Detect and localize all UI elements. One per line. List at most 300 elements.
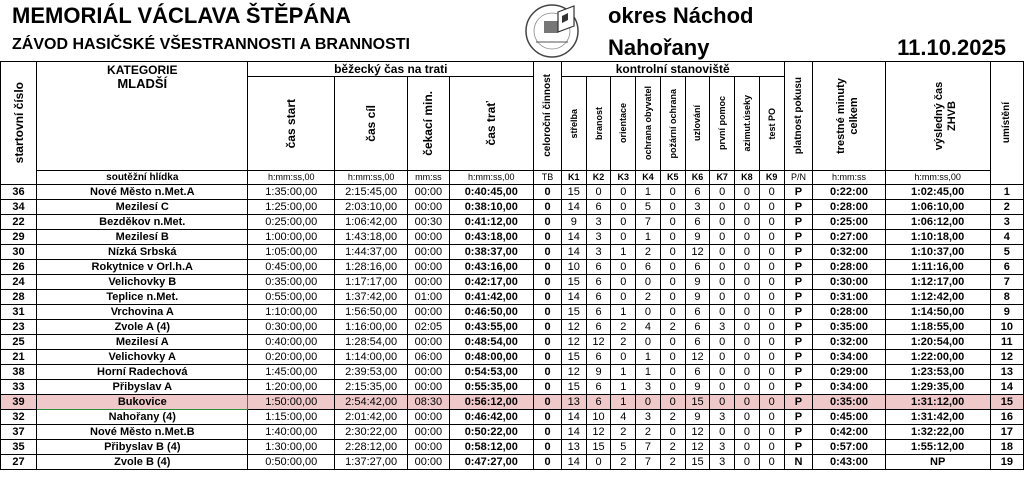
station-k3-cell: 1 xyxy=(611,395,636,410)
station-k7-cell: 0 xyxy=(710,335,735,350)
station-k7-cell: 3 xyxy=(710,410,735,425)
station-k3-cell: 2 xyxy=(611,455,636,470)
header-start: čas start xyxy=(248,77,335,171)
station-k5-cell: 0 xyxy=(660,215,685,230)
sub-k1: K1 xyxy=(561,170,586,184)
start-time-cell: 1:20:00,00 xyxy=(248,380,335,395)
header-station-2: branost xyxy=(586,77,611,171)
team-cell: Mezilesí C xyxy=(37,200,248,215)
result-cell: 1:06:12,00 xyxy=(885,215,990,230)
station-k3-cell: 0 xyxy=(611,200,636,215)
result-cell: NP xyxy=(885,455,990,470)
penalty-cell: 0:32:00 xyxy=(813,245,885,260)
table-row xyxy=(1,230,1024,245)
station-k8-cell: 0 xyxy=(735,215,760,230)
overall-cell: 0 xyxy=(534,365,562,380)
validity-cell: P xyxy=(784,215,813,230)
track-time-cell: 0:46:50,00 xyxy=(449,305,534,320)
start-no-cell: 24 xyxy=(1,275,37,290)
table-row xyxy=(1,350,1024,365)
penalty-cell: 0:32:00 xyxy=(813,335,885,350)
result-cell: 1:22:00,00 xyxy=(885,350,990,365)
station-k4-cell: 7 xyxy=(636,215,661,230)
track-time-cell: 0:41:12,00 xyxy=(449,215,534,230)
rank-cell: 3 xyxy=(990,215,1023,230)
station-k9-cell: 0 xyxy=(759,320,784,335)
station-k2-cell: 6 xyxy=(586,380,611,395)
station-k4-cell: 2 xyxy=(636,290,661,305)
sub-k2: K2 xyxy=(586,170,611,184)
station-k2-cell: 15 xyxy=(586,440,611,455)
validity-cell: P xyxy=(784,350,813,365)
station-k7-cell: 3 xyxy=(710,455,735,470)
header-wait: čekací min. xyxy=(408,77,449,171)
header-station-9: test PO xyxy=(759,77,784,171)
station-k1-cell: 15 xyxy=(561,275,586,290)
sub-validity: P/N xyxy=(784,170,813,184)
track-time-cell: 0:58:12,00 xyxy=(449,440,534,455)
rank-cell: 4 xyxy=(990,230,1023,245)
station-k2-cell: 12 xyxy=(586,425,611,440)
station-k3-cell: 1 xyxy=(611,365,636,380)
station-k7-cell: 0 xyxy=(710,425,735,440)
penalty-cell: 0:30:00 xyxy=(813,275,885,290)
station-k4-cell: 2 xyxy=(636,245,661,260)
header-start-no: startovní číslo xyxy=(1,62,37,185)
start-time-cell: 0:30:00,00 xyxy=(248,320,335,335)
station-k9-cell: 0 xyxy=(759,260,784,275)
finish-time-cell: 2:28:12,00 xyxy=(335,440,408,455)
track-time-cell: 0:55:35,00 xyxy=(449,380,534,395)
station-k1-cell: 14 xyxy=(561,200,586,215)
wait-time-cell: 00:00 xyxy=(408,365,449,380)
overall-cell: 0 xyxy=(534,185,562,200)
station-k3-cell: 2 xyxy=(611,425,636,440)
finish-time-cell: 1:28:16,00 xyxy=(335,260,408,275)
result-cell: 1:06:10,00 xyxy=(885,200,990,215)
station-k6-cell: 9 xyxy=(685,380,710,395)
penalty-cell: 0:27:00 xyxy=(813,230,885,245)
place-label: Nahořany xyxy=(608,35,710,60)
station-k5-cell: 0 xyxy=(660,260,685,275)
station-k7-cell: 0 xyxy=(710,215,735,230)
station-k3-cell: 0 xyxy=(611,185,636,200)
station-k4-cell: 7 xyxy=(636,440,661,455)
station-k4-cell: 0 xyxy=(636,335,661,350)
station-k5-cell: 0 xyxy=(660,200,685,215)
start-time-cell: 1:00:00,00 xyxy=(248,230,335,245)
overall-cell: 0 xyxy=(534,275,562,290)
station-k6-cell: 6 xyxy=(685,185,710,200)
station-k1-cell: 12 xyxy=(561,320,586,335)
station-k6-cell: 9 xyxy=(685,290,710,305)
team-cell: Nízká Srbská xyxy=(37,245,248,260)
team-cell: Velichovky A xyxy=(37,350,248,365)
station-k1-cell: 10 xyxy=(561,260,586,275)
station-k2-cell: 10 xyxy=(586,410,611,425)
wait-time-cell: 00:00 xyxy=(408,245,449,260)
team-cell: Bezděkov n.Met. xyxy=(37,215,248,230)
header-station-6: uzlování xyxy=(685,77,710,171)
station-k2-cell: 3 xyxy=(586,230,611,245)
table-row xyxy=(1,455,1024,470)
wait-time-cell: 00:00 xyxy=(408,335,449,350)
validity-cell: P xyxy=(784,410,813,425)
station-k8-cell: 0 xyxy=(735,245,760,260)
penalty-cell: 0:29:00 xyxy=(813,365,885,380)
start-no-cell: 32 xyxy=(1,410,37,425)
station-k6-cell: 15 xyxy=(685,455,710,470)
station-k5-cell: 0 xyxy=(660,425,685,440)
result-cell: 1:18:55,00 xyxy=(885,320,990,335)
table-row xyxy=(1,275,1024,290)
sub-overall: TB xyxy=(534,170,562,184)
result-cell: 1:29:35,00 xyxy=(885,380,990,395)
overall-cell: 0 xyxy=(534,320,562,335)
table-row xyxy=(1,335,1024,350)
start-time-cell: 0:45:00,00 xyxy=(248,260,335,275)
penalty-cell: 0:34:00 xyxy=(813,380,885,395)
station-k6-cell: 12 xyxy=(685,350,710,365)
station-k1-cell: 13 xyxy=(561,440,586,455)
table-row xyxy=(1,185,1024,200)
finish-time-cell: 1:37:42,00 xyxy=(335,290,408,305)
start-time-cell: 0:35:00,00 xyxy=(248,275,335,290)
station-k4-cell: 3 xyxy=(636,380,661,395)
overall-cell: 0 xyxy=(534,455,562,470)
station-k7-cell: 3 xyxy=(710,440,735,455)
station-k2-cell: 0 xyxy=(586,455,611,470)
station-k3-cell: 0 xyxy=(611,350,636,365)
station-k9-cell: 0 xyxy=(759,455,784,470)
wait-time-cell: 06:00 xyxy=(408,350,449,365)
header-overall: celoroční činnost xyxy=(534,62,562,171)
table-row xyxy=(1,215,1024,230)
track-time-cell: 0:48:54,00 xyxy=(449,335,534,350)
station-k7-cell: 0 xyxy=(710,245,735,260)
station-k4-cell: 5 xyxy=(636,200,661,215)
team-cell: Přibyslav A xyxy=(37,380,248,395)
station-k1-cell: 14 xyxy=(561,230,586,245)
rank-cell: 13 xyxy=(990,365,1023,380)
team-cell: Teplice n.Met. xyxy=(37,290,248,305)
station-k9-cell: 0 xyxy=(759,215,784,230)
track-time-cell: 0:43:55,00 xyxy=(449,320,534,335)
station-k1-cell: 14 xyxy=(561,425,586,440)
track-time-cell: 0:54:53,00 xyxy=(449,365,534,380)
header-result: výsledný čas ZHVB xyxy=(885,62,990,171)
station-k6-cell: 6 xyxy=(685,335,710,350)
station-k6-cell: 12 xyxy=(685,245,710,260)
station-k3-cell: 0 xyxy=(611,230,636,245)
wait-time-cell: 08:30 xyxy=(408,395,449,410)
finish-time-cell: 1:56:50,00 xyxy=(335,305,408,320)
station-k8-cell: 0 xyxy=(735,395,760,410)
track-time-cell: 0:46:42,00 xyxy=(449,410,534,425)
start-time-cell: 0:40:00,00 xyxy=(248,335,335,350)
start-no-cell: 38 xyxy=(1,365,37,380)
start-time-cell: 0:25:00,00 xyxy=(248,215,335,230)
team-cell: Rokytnice v Orl.h.A xyxy=(37,260,248,275)
start-no-cell: 35 xyxy=(1,440,37,455)
rank-cell: 6 xyxy=(990,260,1023,275)
station-k6-cell: 9 xyxy=(685,275,710,290)
rank-cell: 8 xyxy=(990,290,1023,305)
result-cell: 1:23:53,00 xyxy=(885,365,990,380)
station-k1-cell: 9 xyxy=(561,215,586,230)
finish-time-cell: 1:44:37,00 xyxy=(335,245,408,260)
sub-finish: h:mm:ss,00 xyxy=(335,170,408,184)
station-k2-cell: 0 xyxy=(586,185,611,200)
station-k4-cell: 0 xyxy=(636,305,661,320)
track-time-cell: 0:43:16,00 xyxy=(449,260,534,275)
start-no-cell: 39 xyxy=(1,395,37,410)
station-k8-cell: 0 xyxy=(735,200,760,215)
wait-time-cell: 00:00 xyxy=(408,380,449,395)
station-k7-cell: 0 xyxy=(710,260,735,275)
station-k4-cell: 1 xyxy=(636,185,661,200)
start-no-cell: 30 xyxy=(1,245,37,260)
station-k5-cell: 2 xyxy=(660,440,685,455)
track-time-cell: 0:48:00,00 xyxy=(449,350,534,365)
header-penalty: trestné minuty celkem xyxy=(813,62,885,171)
sub-track: h:mm:ss,00 xyxy=(449,170,534,184)
finish-time-cell: 1:37:27,00 xyxy=(335,455,408,470)
station-k5-cell: 0 xyxy=(660,185,685,200)
track-time-cell: 0:56:12,00 xyxy=(449,395,534,410)
station-k7-cell: 0 xyxy=(710,275,735,290)
overall-cell: 0 xyxy=(534,215,562,230)
result-cell: 1:11:16,00 xyxy=(885,260,990,275)
table-row xyxy=(1,365,1024,380)
station-k8-cell: 0 xyxy=(735,185,760,200)
station-k9-cell: 0 xyxy=(759,380,784,395)
track-time-cell: 0:42:17,00 xyxy=(449,275,534,290)
table-row xyxy=(1,305,1024,320)
station-k9-cell: 0 xyxy=(759,395,784,410)
finish-time-cell: 2:01:42,00 xyxy=(335,410,408,425)
station-k3-cell: 1 xyxy=(611,305,636,320)
finish-time-cell: 1:43:18,00 xyxy=(335,230,408,245)
table-row xyxy=(1,290,1024,305)
start-no-cell: 28 xyxy=(1,290,37,305)
wait-time-cell: 00:00 xyxy=(408,305,449,320)
station-k8-cell: 0 xyxy=(735,275,760,290)
station-k9-cell: 0 xyxy=(759,200,784,215)
rank-cell: 10 xyxy=(990,320,1023,335)
station-k2-cell: 3 xyxy=(586,245,611,260)
team-cell: Velichovky B xyxy=(37,275,248,290)
track-time-cell: 0:38:10,00 xyxy=(449,200,534,215)
team-cell: Horní Radechová xyxy=(37,365,248,380)
date-label: 11.10.2025 xyxy=(897,35,1006,60)
station-k1-cell: 13 xyxy=(561,395,586,410)
sub-wait: mm:ss xyxy=(408,170,449,184)
validity-cell: P xyxy=(784,365,813,380)
overall-cell: 0 xyxy=(534,335,562,350)
station-k8-cell: 0 xyxy=(735,350,760,365)
station-k5-cell: 0 xyxy=(660,350,685,365)
station-k1-cell: 12 xyxy=(561,365,586,380)
station-k5-cell: 2 xyxy=(660,320,685,335)
rank-cell: 2 xyxy=(990,200,1023,215)
station-k5-cell: 2 xyxy=(660,455,685,470)
header-validity: platnost pokusu xyxy=(784,62,813,171)
station-k5-cell: 0 xyxy=(660,395,685,410)
station-k5-cell: 0 xyxy=(660,305,685,320)
event-logo xyxy=(522,2,598,60)
team-cell: Nahořany (4) xyxy=(37,410,248,425)
station-k8-cell: 0 xyxy=(735,440,760,455)
rank-cell: 12 xyxy=(990,350,1023,365)
sub-k7: K7 xyxy=(710,170,735,184)
result-cell: 1:14:50,00 xyxy=(885,305,990,320)
start-no-cell: 34 xyxy=(1,200,37,215)
finish-time-cell: 2:39:53,00 xyxy=(335,365,408,380)
start-no-cell: 37 xyxy=(1,425,37,440)
station-k7-cell: 0 xyxy=(710,290,735,305)
sub-penalty: h:mm:ss xyxy=(813,170,885,184)
team-cell: Nové Město n.Met.B xyxy=(37,425,248,440)
header-station-3: orientace xyxy=(611,77,636,171)
start-time-cell: 0:50:00,00 xyxy=(248,455,335,470)
station-k7-cell: 0 xyxy=(710,230,735,245)
wait-time-cell: 00:00 xyxy=(408,410,449,425)
validity-cell: P xyxy=(784,185,813,200)
overall-cell: 0 xyxy=(534,305,562,320)
table-row xyxy=(1,380,1024,395)
wait-time-cell: 00:00 xyxy=(408,200,449,215)
station-k6-cell: 12 xyxy=(685,440,710,455)
station-k7-cell: 0 xyxy=(710,380,735,395)
wait-time-cell: 00:00 xyxy=(408,260,449,275)
start-no-cell: 25 xyxy=(1,335,37,350)
station-k5-cell: 0 xyxy=(660,380,685,395)
station-k2-cell: 6 xyxy=(586,200,611,215)
station-k5-cell: 0 xyxy=(660,365,685,380)
result-cell: 1:02:45,00 xyxy=(885,185,990,200)
station-k6-cell: 6 xyxy=(685,365,710,380)
header-stations-group: kontrolní stanoviště xyxy=(561,62,784,77)
finish-time-cell: 1:28:54,00 xyxy=(335,335,408,350)
wait-time-cell: 01:00 xyxy=(408,290,449,305)
penalty-cell: 0:35:00 xyxy=(813,320,885,335)
start-no-cell: 22 xyxy=(1,215,37,230)
finish-time-cell: 2:15:35,00 xyxy=(335,380,408,395)
station-k2-cell: 6 xyxy=(586,395,611,410)
result-cell: 1:10:37,00 xyxy=(885,245,990,260)
team-cell: Bukovice xyxy=(37,395,248,410)
station-k4-cell: 0 xyxy=(636,275,661,290)
station-k4-cell: 1 xyxy=(636,350,661,365)
station-k4-cell: 1 xyxy=(636,230,661,245)
station-k1-cell: 15 xyxy=(561,185,586,200)
start-time-cell: 1:05:00,00 xyxy=(248,245,335,260)
team-cell: Mezilesí B xyxy=(37,230,248,245)
rank-cell: 5 xyxy=(990,245,1023,260)
result-cell: 1:32:22,00 xyxy=(885,425,990,440)
station-k8-cell: 0 xyxy=(735,380,760,395)
station-k7-cell: 0 xyxy=(710,185,735,200)
station-k9-cell: 0 xyxy=(759,350,784,365)
overall-cell: 0 xyxy=(534,380,562,395)
sub-k6: K6 xyxy=(685,170,710,184)
validity-cell: P xyxy=(784,275,813,290)
station-k5-cell: 0 xyxy=(660,245,685,260)
result-cell: 1:31:12,00 xyxy=(885,395,990,410)
overall-cell: 0 xyxy=(534,395,562,410)
team-cell: Přibyslav B (4) xyxy=(37,440,248,455)
station-k1-cell: 14 xyxy=(561,410,586,425)
station-k9-cell: 0 xyxy=(759,425,784,440)
station-k9-cell: 0 xyxy=(759,335,784,350)
team-cell: Zvole A (4) xyxy=(37,320,248,335)
station-k7-cell: 0 xyxy=(710,350,735,365)
station-k6-cell: 15 xyxy=(685,395,710,410)
station-k1-cell: 12 xyxy=(561,335,586,350)
station-k1-cell: 15 xyxy=(561,380,586,395)
wait-time-cell: 00:00 xyxy=(408,185,449,200)
station-k2-cell: 6 xyxy=(586,275,611,290)
track-time-cell: 0:40:45,00 xyxy=(449,185,534,200)
wait-time-cell: 00:00 xyxy=(408,230,449,245)
table-row xyxy=(1,245,1024,260)
station-k9-cell: 0 xyxy=(759,410,784,425)
station-k6-cell: 6 xyxy=(685,305,710,320)
station-k2-cell: 12 xyxy=(586,335,611,350)
penalty-cell: 0:34:00 xyxy=(813,350,885,365)
start-time-cell: 1:45:00,00 xyxy=(248,365,335,380)
start-time-cell: 1:10:00,00 xyxy=(248,305,335,320)
result-cell: 1:12:42,00 xyxy=(885,290,990,305)
finish-time-cell: 2:30:22,00 xyxy=(335,425,408,440)
overall-cell: 0 xyxy=(534,440,562,455)
start-no-cell: 29 xyxy=(1,230,37,245)
event-title: MEMORIÁL VÁCLAVA ŠTĚPÁNA xyxy=(12,3,351,28)
rank-cell: 16 xyxy=(990,410,1023,425)
validity-cell: N xyxy=(784,455,813,470)
station-k9-cell: 0 xyxy=(759,290,784,305)
overall-cell: 0 xyxy=(534,260,562,275)
wait-time-cell: 00:00 xyxy=(408,425,449,440)
table-row xyxy=(1,200,1024,215)
start-no-cell: 31 xyxy=(1,305,37,320)
table-row xyxy=(1,395,1024,410)
overall-cell: 0 xyxy=(534,245,562,260)
station-k8-cell: 0 xyxy=(735,320,760,335)
station-k8-cell: 0 xyxy=(735,425,760,440)
track-time-cell: 0:41:42,00 xyxy=(449,290,534,305)
station-k4-cell: 3 xyxy=(636,410,661,425)
validity-cell: P xyxy=(784,395,813,410)
station-k7-cell: 0 xyxy=(710,395,735,410)
start-time-cell: 0:55:00,00 xyxy=(248,290,335,305)
station-k3-cell: 1 xyxy=(611,380,636,395)
penalty-cell: 0:57:00 xyxy=(813,440,885,455)
station-k8-cell: 0 xyxy=(735,230,760,245)
station-k2-cell: 6 xyxy=(586,260,611,275)
station-k5-cell: 0 xyxy=(660,290,685,305)
sub-k4: K4 xyxy=(636,170,661,184)
station-k7-cell: 3 xyxy=(710,320,735,335)
team-cell: Zvole B (4) xyxy=(37,455,248,470)
station-k1-cell: 15 xyxy=(561,305,586,320)
station-k3-cell: 0 xyxy=(611,215,636,230)
station-k9-cell: 0 xyxy=(759,230,784,245)
penalty-cell: 0:22:00 xyxy=(813,185,885,200)
overall-cell: 0 xyxy=(534,200,562,215)
result-cell: 1:12:17,00 xyxy=(885,275,990,290)
